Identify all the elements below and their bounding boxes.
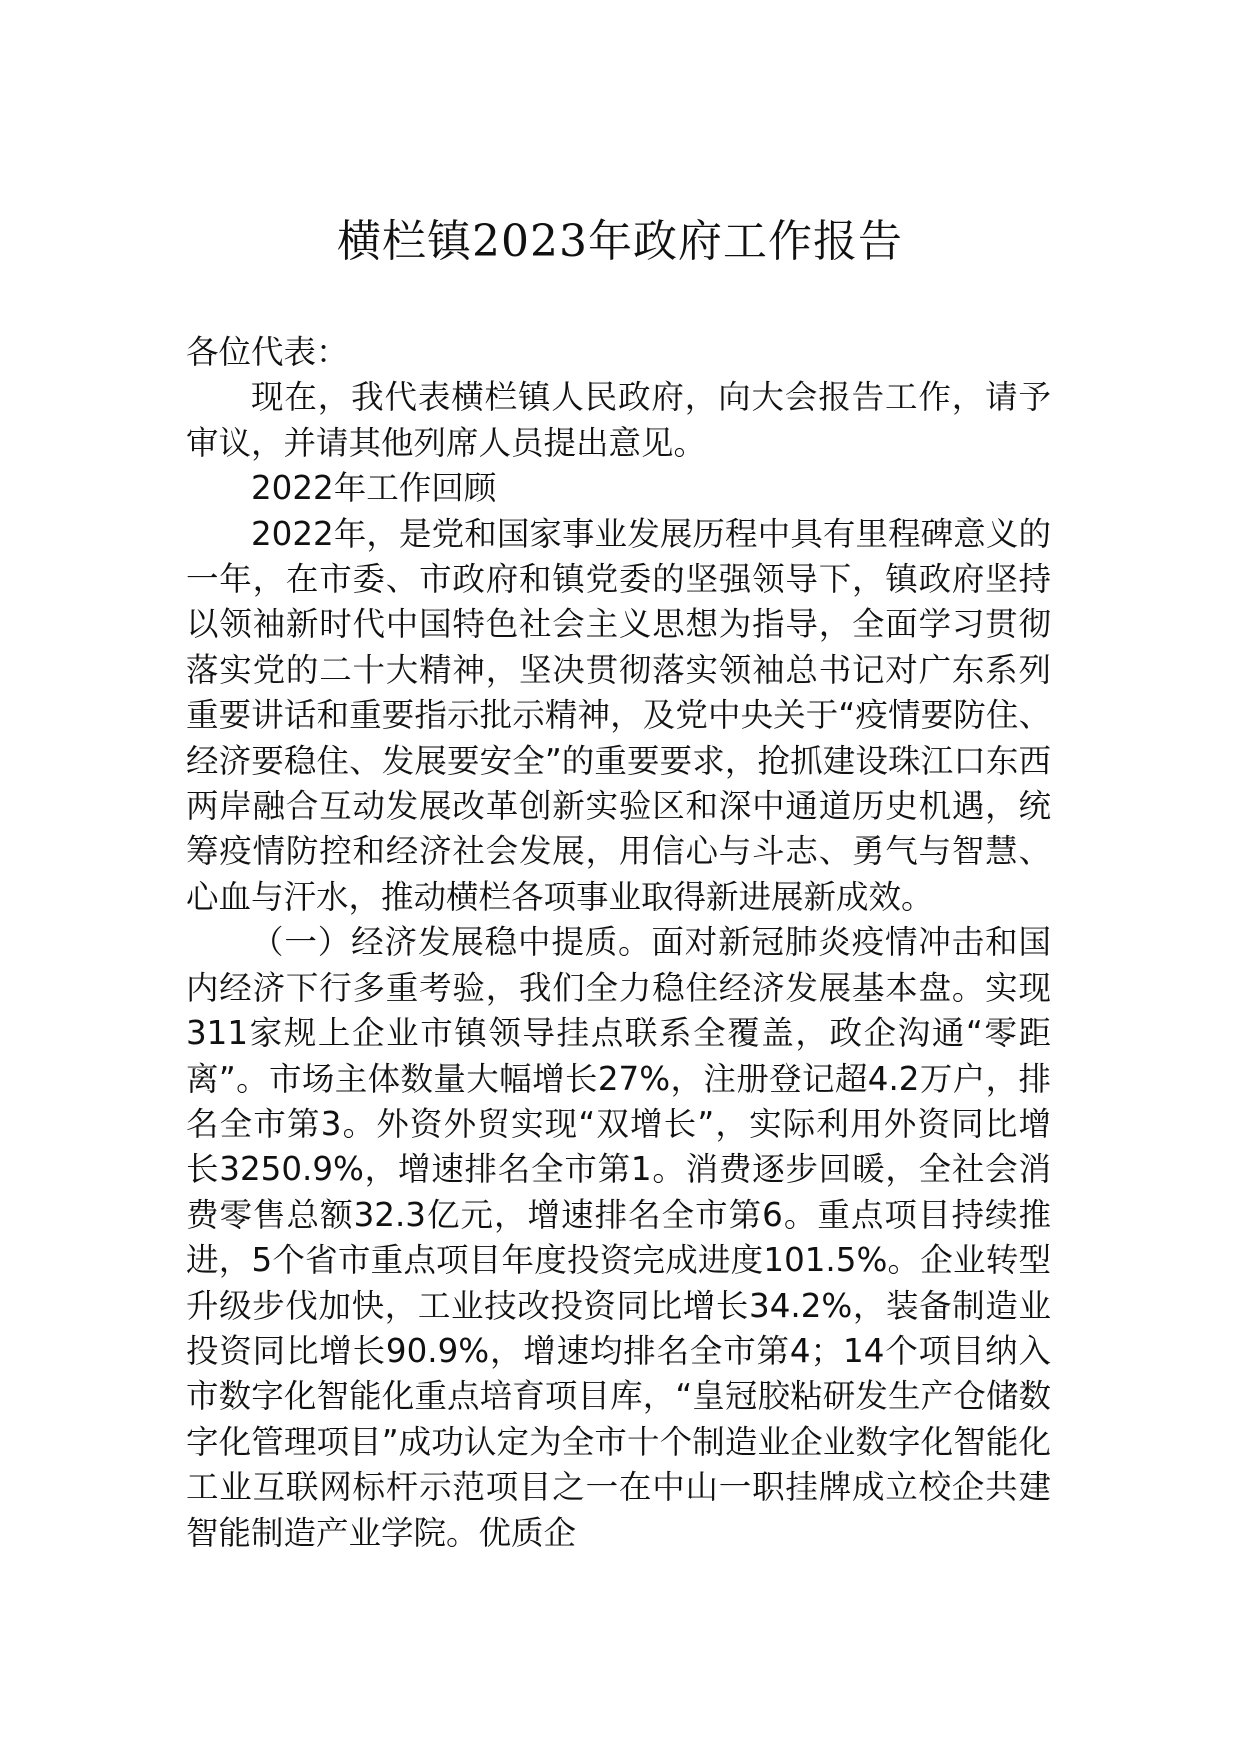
economy-paragraph: （一）经济发展稳中提质。面对新冠肺炎疫情冲击和国内经济下行多重考验，我们全力稳住经济发展基本盘。实现311家规上企业市镇领导挂点联系全覆盖，政企沟通“零距离”。市场主体数量大幅增长27%，注册登记超4.2万户，排名全市第3。外资外贸实现“双增长”，实际利用外资同比增长3250.9%，增速排名全市第1。消费逐步回暖，全社会消费零售总额32.3亿元，增速排名全市第6。重点项目持续推进，5个省市重点项目年度投资完成进度101.5%。企业转型升级步伐加快，工业技改投资同比增长34.2%，装备制造业投资同比增长90.9%，增速均排名全市第4；14个项目纳入市数字化智能化重点培育项目库，“皇冠胶粘研发生产仓储数字化管理项目”成功认定为全市十个制造业企业数字化智能化工业互联网标杆示范项目之一在中山一职挂牌成立校企共建智能制造产业学院。优质企 [186, 923, 1051, 1552]
document-title: 横栏镇2023年政府工作报告 [337, 216, 903, 267]
opening-paragraph: 现在，我代表横栏镇人民政府，向大会报告工作，请予审议，并请其他列席人员提出意见。 [186, 378, 1051, 462]
document-body [186, 330, 1051, 1556]
salutation: 各位代表： [186, 333, 349, 371]
review-paragraph: 2022年，是党和国家事业发展历程中具有里程碑意义的一年，在市委、市政府和镇党委的坚强领导下，镇政府坚持以领袖新时代中国特色社会主义思想为指导，全面学习贯彻落实党的二十大精神，坚决贯彻落实领袖总书记对广东系列重要讲话和重要指示批示精神，及党中央关于“疫情要防住、经济要稳住、发展要安全”的重要要求，抢抓建设珠江口东西两岸融合互动发展改革创新实验区和深中通道历史机遇，统筹疫情防控和经济社会发展，用信心与斗志、勇气与智慧、心血与汗水，推动横栏各项事业取得新进展新成效。 [186, 514, 1051, 916]
section-heading: 2022年工作回顾 [251, 469, 497, 508]
